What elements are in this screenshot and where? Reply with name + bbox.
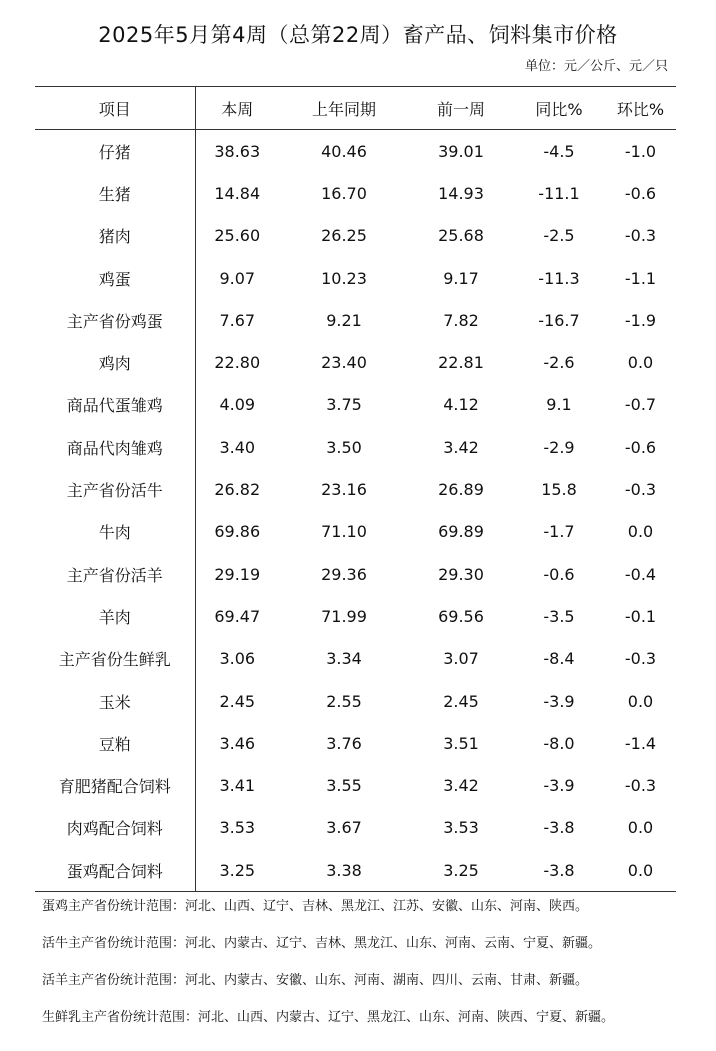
cell-same-period-last-year: 9.21 xyxy=(326,310,362,330)
cell-yoy-percent: -0.6 xyxy=(543,564,575,584)
cell-item-name: 育肥猪配合饲料 xyxy=(35,764,195,806)
cell-item-name: 肉鸡配合饲料 xyxy=(35,807,195,849)
cell-previous-week: 3.51 xyxy=(443,733,479,753)
cell-yoy-percent: -3.5 xyxy=(543,606,575,626)
table-row xyxy=(35,638,676,680)
table-row xyxy=(35,680,676,722)
cell-previous-week: 22.81 xyxy=(438,353,484,373)
cell-this-week: 22.80 xyxy=(214,353,261,373)
cell-same-period-last-year: 10.23 xyxy=(321,268,367,288)
cell-this-week: 4.09 xyxy=(219,395,256,415)
cell-previous-week: 9.17 xyxy=(443,268,479,288)
cell-this-week: 3.53 xyxy=(219,818,256,838)
cell-item-name: 牛肉 xyxy=(35,511,195,553)
cell-wow-percent: -0.3 xyxy=(624,649,657,669)
page-title: 2025年5月第4周（总第22周）畜产品、饲料集市价格 xyxy=(98,23,618,48)
table-row xyxy=(35,511,676,553)
cell-wow-percent: -1.0 xyxy=(624,141,657,161)
cell-previous-week: 3.53 xyxy=(443,818,479,838)
cell-previous-week: 3.25 xyxy=(409,849,513,892)
footnote-sheep-provinces: 活羊主产省份统计范围：河北、内蒙古、安徽、山东、河南、湖南、四川、云南、甘肃、新疆。 xyxy=(42,973,589,988)
cell-item-name: 主产省份活牛 xyxy=(35,468,195,510)
cell-previous-week: 3.07 xyxy=(443,649,479,669)
cell-yoy-percent: -11.3 xyxy=(538,268,580,288)
price-table xyxy=(35,86,676,892)
cell-same-period-last-year: 3.76 xyxy=(326,733,362,753)
cell-wow-percent: 0.0 xyxy=(627,818,654,838)
cell-previous-week: 69.56 xyxy=(438,606,484,626)
table-row xyxy=(35,722,676,764)
cell-yoy-percent: -8.0 xyxy=(543,733,575,753)
cell-previous-week: 26.89 xyxy=(438,480,484,500)
table-row xyxy=(35,215,676,257)
cell-wow-percent: -0.7 xyxy=(624,395,657,415)
cell-wow-percent: -1.9 xyxy=(624,310,657,330)
table-row xyxy=(35,468,676,510)
cell-yoy-percent: -3.8 xyxy=(543,818,575,838)
cell-wow-percent: -0.4 xyxy=(624,564,657,584)
cell-same-period-last-year: 23.16 xyxy=(321,480,367,500)
cell-yoy-percent: 15.8 xyxy=(541,480,577,500)
table-row xyxy=(35,341,676,383)
cell-this-week: 25.60 xyxy=(214,226,261,246)
footnote-egg-provinces: 蛋鸡主产省份统计范围：河北、山西、辽宁、吉林、黑龙江、江苏、安徽、山东、河南、陕西。 xyxy=(42,899,589,914)
header-item: 项目 xyxy=(35,87,195,130)
table-row xyxy=(35,764,676,806)
cell-this-week: 26.82 xyxy=(214,480,261,500)
cell-item-name: 玉米 xyxy=(35,680,195,722)
cell-item-name: 豆粕 xyxy=(35,722,195,764)
cell-wow-percent: -0.3 xyxy=(624,480,657,500)
cell-item-name: 商品代肉雏鸡 xyxy=(35,426,195,468)
cell-previous-week: 7.82 xyxy=(443,310,479,330)
cell-previous-week: 29.30 xyxy=(438,564,484,584)
cell-previous-week: 14.93 xyxy=(438,183,484,203)
cell-item-name: 主产省份生鲜乳 xyxy=(35,638,195,680)
cell-yoy-percent: -16.7 xyxy=(538,310,580,330)
cell-same-period-last-year: 3.50 xyxy=(326,437,362,457)
cell-yoy-percent: 9.1 xyxy=(546,395,572,415)
table-row xyxy=(35,426,676,468)
cell-previous-week: 39.01 xyxy=(438,141,484,161)
cell-this-week: 3.41 xyxy=(219,776,256,796)
cell-item-name: 生猪 xyxy=(35,172,195,214)
cell-item-name: 商品代蛋雏鸡 xyxy=(35,384,195,426)
cell-item-name: 主产省份活羊 xyxy=(35,553,195,595)
cell-previous-week: 69.89 xyxy=(438,522,484,542)
cell-wow-percent: -0.6 xyxy=(624,437,657,457)
cell-item-name: 蛋鸡配合饲料 xyxy=(35,849,195,892)
cell-same-period-last-year: 23.40 xyxy=(321,353,367,373)
cell-previous-week: 3.42 xyxy=(443,437,479,457)
cell-this-week: 7.67 xyxy=(219,310,256,330)
table-row xyxy=(35,384,676,426)
footnote-milk-provinces: 生鲜乳主产省份统计范围：河北、山西、内蒙古、辽宁、黑龙江、山东、河南、陕西、宁夏、新疆。 xyxy=(42,1010,615,1025)
cell-same-period-last-year: 2.55 xyxy=(326,691,362,711)
cell-this-week: 29.19 xyxy=(214,564,261,584)
table-row xyxy=(35,849,676,892)
table-body xyxy=(35,130,676,892)
cell-wow-percent: -0.1 xyxy=(624,606,657,626)
header-this-week: 本周 xyxy=(195,87,279,130)
cell-same-period-last-year: 3.75 xyxy=(326,395,362,415)
cell-wow-percent: 0.0 xyxy=(627,353,654,373)
cell-this-week: 9.07 xyxy=(219,268,256,288)
table-header-row xyxy=(35,87,676,130)
header-wow-percent: 环比% xyxy=(605,87,676,130)
cell-this-week: 69.47 xyxy=(214,606,261,626)
cell-this-week: 2.45 xyxy=(219,691,256,711)
cell-wow-percent: -0.3 xyxy=(624,776,657,796)
cell-same-period-last-year: 16.70 xyxy=(321,183,367,203)
cell-wow-percent: 0.0 xyxy=(627,522,654,542)
unit-note: 单位：元／公斤、元／只 xyxy=(524,59,668,74)
header-previous-week: 前一周 xyxy=(409,87,513,130)
cell-this-week: 69.86 xyxy=(214,522,261,542)
cell-same-period-last-year: 29.36 xyxy=(321,564,367,584)
table-row xyxy=(35,553,676,595)
cell-item-name: 鸡蛋 xyxy=(35,257,195,299)
header-yoy-percent: 同比% xyxy=(513,87,605,130)
cell-this-week: 3.06 xyxy=(219,649,256,669)
table-row xyxy=(35,807,676,849)
table-row xyxy=(35,257,676,299)
cell-this-week: 3.40 xyxy=(219,437,256,457)
table-row xyxy=(35,172,676,214)
cell-wow-percent: -1.1 xyxy=(624,268,657,288)
cell-previous-week: 25.68 xyxy=(438,226,484,246)
cell-wow-percent: -1.4 xyxy=(624,733,657,753)
cell-yoy-percent: -4.5 xyxy=(543,141,575,161)
cell-yoy-percent: -8.4 xyxy=(543,649,575,669)
cell-yoy-percent: -3.8 xyxy=(513,849,605,892)
cell-previous-week: 2.45 xyxy=(443,691,479,711)
cell-yoy-percent: -1.7 xyxy=(543,522,575,542)
cell-same-period-last-year: 40.46 xyxy=(321,141,367,161)
cell-item-name: 鸡肉 xyxy=(35,341,195,383)
cell-previous-week: 4.12 xyxy=(443,395,479,415)
table-row xyxy=(35,299,676,341)
cell-item-name: 羊肉 xyxy=(35,595,195,637)
cell-wow-percent: -0.6 xyxy=(624,183,657,203)
cell-yoy-percent: -2.6 xyxy=(543,353,575,373)
cell-yoy-percent: -2.5 xyxy=(543,226,575,246)
cell-this-week: 14.84 xyxy=(214,183,261,203)
table-row xyxy=(35,595,676,637)
cell-item-name: 仔猪 xyxy=(35,130,195,173)
cell-same-period-last-year: 71.99 xyxy=(321,606,367,626)
cell-item-name: 猪肉 xyxy=(35,215,195,257)
table-row xyxy=(35,130,676,173)
footnotes xyxy=(42,898,702,1046)
cell-wow-percent: -0.3 xyxy=(624,226,657,246)
cell-same-period-last-year: 26.25 xyxy=(321,226,367,246)
cell-this-week: 38.63 xyxy=(214,141,261,161)
cell-same-period-last-year: 3.55 xyxy=(326,776,362,796)
cell-same-period-last-year: 3.38 xyxy=(279,849,409,892)
cell-yoy-percent: -3.9 xyxy=(543,776,575,796)
cell-this-week: 3.25 xyxy=(195,849,279,892)
cell-same-period-last-year: 3.67 xyxy=(326,818,362,838)
header-same-period-last-year: 上年同期 xyxy=(279,87,409,130)
cell-wow-percent: 0.0 xyxy=(627,691,654,711)
cell-wow-percent: 0.0 xyxy=(605,849,676,892)
cell-previous-week: 3.42 xyxy=(443,776,479,796)
footnote-cattle-provinces: 活牛主产省份统计范围：河北、内蒙古、辽宁、吉林、黑龙江、山东、河南、云南、宁夏、新疆。 xyxy=(42,936,602,951)
cell-same-period-last-year: 3.34 xyxy=(326,649,362,669)
cell-this-week: 3.46 xyxy=(219,733,256,753)
cell-yoy-percent: -3.9 xyxy=(543,691,575,711)
cell-yoy-percent: -11.1 xyxy=(538,183,580,203)
cell-item-name: 主产省份鸡蛋 xyxy=(35,299,195,341)
cell-yoy-percent: -2.9 xyxy=(543,437,575,457)
cell-same-period-last-year: 71.10 xyxy=(321,522,367,542)
